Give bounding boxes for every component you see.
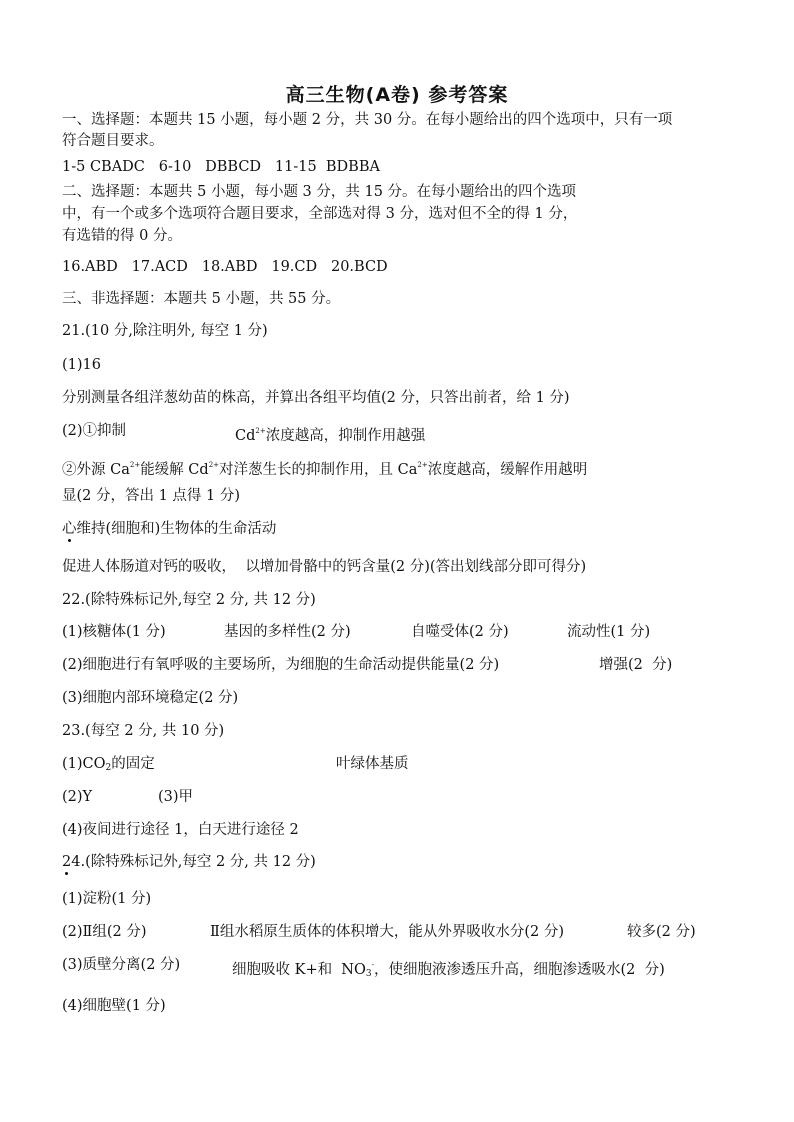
s2-instructions-line2: 中，有一个或多个选项符合题目要求，全部选对得 3 分，选对但不全的得 1 分，: [62, 206, 578, 222]
q24-part4-answer: (4)细胞壁(1 分): [62, 998, 166, 1014]
s1-instructions-line2: 符合题目要求。: [62, 133, 164, 149]
q23-part2-answer: (2)Y: [62, 789, 93, 805]
q21-header: 21.(10 分,除注明外, 每空 1 分): [62, 323, 268, 339]
q21-part1: (1)16: [62, 357, 101, 373]
q24-part3-answer-a: (3)质壁分离(2 分): [62, 957, 181, 973]
q21-part2-line: [62, 421, 702, 444]
q21-part3-answer: 心维持(细胞和)生物体的生命活动: [62, 521, 277, 537]
q24-part2-answer-c: 较多(2 分): [627, 924, 696, 940]
q23-part4-answer: (4)夜间进行途径 1，白天进行途径 2: [62, 822, 299, 838]
q24-header: 24.(除特殊标记外,每空 2 分, 共 12 分): [62, 854, 316, 870]
q22-part1-line: [62, 622, 742, 642]
q21-part2-answer-c: ②外源 $Ca^{2+}$能缓解 $Cd^{2+}$对洋葱生长的抑制作用，且 $Ca^{2+}$浓度越高，缓解作用越明: [62, 461, 588, 478]
q23-header: 23.(每空 2 分, 共 10 分): [62, 723, 225, 739]
q22-part1-answer-b: 基因的多样性(2 分): [224, 624, 351, 640]
q22-part1-answer-a: (1)核糖体(1 分): [62, 624, 166, 640]
q21-part2-answer-a: (2)①抑制: [62, 423, 127, 439]
q24-part2-answer-b: Ⅱ组水稻原生质体的体积增大，能从外界吸收水分(2 分): [210, 924, 565, 940]
q22-part2-answer-a: (2)细胞进行有氧呼吸的主要场所，为细胞的生命活动提供能量(2 分): [62, 657, 500, 673]
s2-instructions-line3: 有选错的得 0 分。: [62, 228, 182, 244]
q24-part3-line: [62, 955, 742, 979]
q22-part3-answer: (3)细胞内部环境稳定(2 分): [62, 690, 239, 706]
q24-part1-answer: (1)淀粉(1 分): [62, 891, 152, 907]
s2-instructions-line1: 二、选择题：本题共 5 小题，每小题 3 分，共 15 分。在每小题给出的四个选项: [62, 184, 577, 200]
s3-header: 三、非选择题：本题共 5 小题，共 55 分。: [62, 291, 341, 307]
q21-part1-answer: 分别测量各组洋葱幼苗的株高，并算出各组平均值(2 分，只答出前者，给 1 分): [62, 390, 570, 406]
q23-part1-line: [62, 754, 742, 774]
s2-answers: 16.ABD 17.ACD 18.ABD 19.CD 20.BCD: [62, 259, 388, 275]
page-title: 高三生物(A卷) 参考答案: [285, 84, 509, 106]
q22-part1-answer-d: 流动性(1 分): [567, 624, 651, 640]
q23-part2-line: [62, 787, 742, 807]
q21-part2-answer-b: $Cd^{2+}$浓度越高，抑制作用越强: [235, 427, 426, 444]
q22-part2-line: [62, 655, 742, 675]
q22-header: 22.(除特殊标记外,每空 2 分, 共 12 分): [62, 592, 316, 608]
q23-part1-answer-a: $(1)CO_2$的固定: [62, 756, 155, 773]
q23-part3-answer: (3)甲: [158, 789, 194, 805]
q21-part2-answer-c-cont: 显(2 分，答出 1 点得 1 分): [62, 488, 241, 504]
q24-part2-answer-a: (2)Ⅱ组(2 分): [62, 924, 147, 940]
q24-part3-answer-b: 细胞吸收 K+和 $NO_3^-$，使细胞液渗透压升高，细胞渗透吸水(2 分): [232, 961, 665, 979]
q21-part4-answer: 促进人体肠道对钙的吸收， 以增加骨骼中的钙含量(2 分)(答出划线部分即可得分): [62, 559, 587, 575]
s1-instructions-line1: 一、选择题：本题共 15 小题，每小题 2 分，共 30 分。在每小题给出的四个选项中，只有一项: [62, 112, 673, 128]
q22-part1-answer-c: 自噬受体(2 分): [411, 624, 509, 640]
q23-part1-answer-b: 叶绿体基质: [336, 756, 409, 772]
q22-part2-answer-b: 增强(2 分): [599, 657, 673, 673]
q24-part2-line: [62, 922, 742, 942]
s1-answers: 1-5 CBADC 6-10 DBBCD 11-15 BDBBA: [62, 159, 380, 175]
